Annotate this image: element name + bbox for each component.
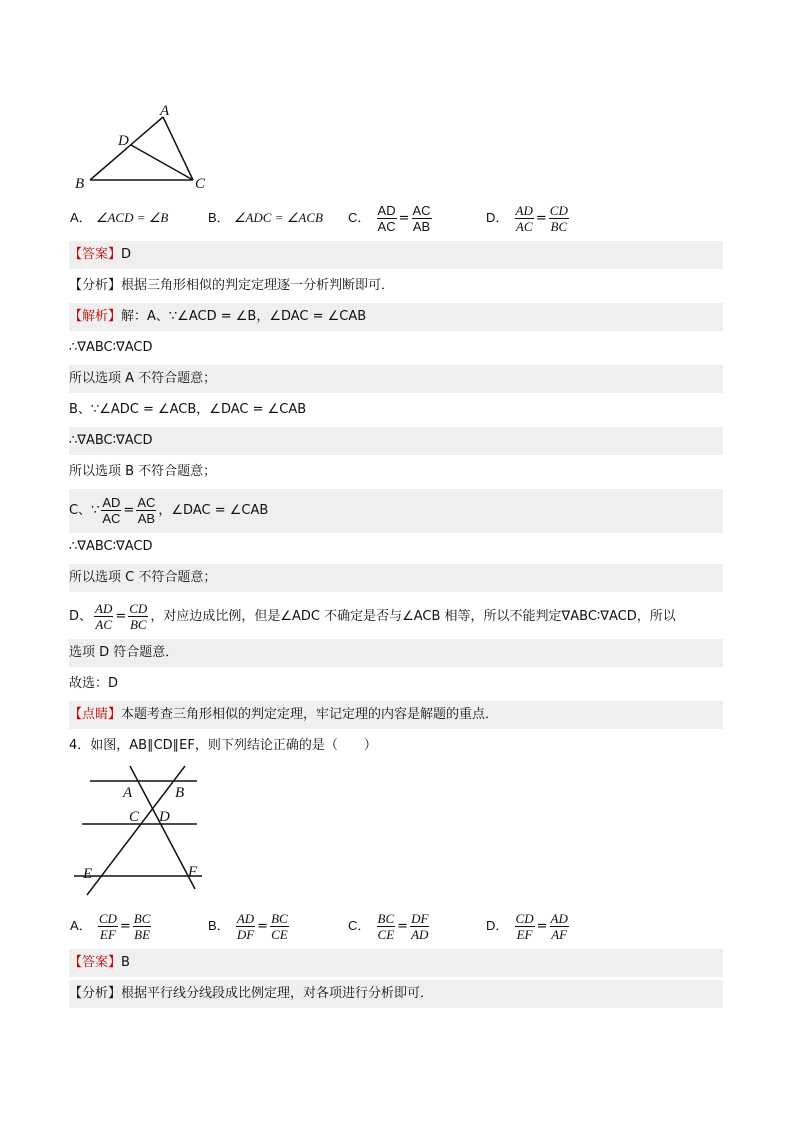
solution-text: 选项 D 符合题意． [69,645,179,660]
numerator: CD [515,911,534,926]
numerator: DF [411,911,429,926]
answer-tag: 【答案】 [69,247,122,262]
option-key: B． [208,918,230,933]
solution-text: C、∵ [69,503,100,518]
solution-text: B、∵∠ADC = ∠ACB，∠DAC = ∠CAB [69,402,307,417]
option-key: A． [70,918,92,933]
q3-solution-line-5 [69,427,723,455]
q3-analysis [69,272,723,300]
denominator: AC [377,219,396,234]
q4-analysis [69,980,723,1008]
numerator: BC [377,911,395,926]
q3-solution-line-3 [69,365,723,393]
numerator: AC [137,495,156,510]
fraction [98,911,118,942]
q4-answer [69,949,723,977]
fraction [549,203,569,234]
analysis-text: 根据三角形相似的判定定理逐一分析判断即可． [121,278,395,293]
analysis-text: 根据平行线分线段成比例定理，对各项进行分析即可． [121,986,434,1001]
fraction [270,911,289,942]
label-f: F [188,864,198,880]
numerator: AD [550,911,568,926]
label-b: B [175,785,185,801]
q3-solution-line-6 [69,458,723,486]
denominator: EF [516,927,533,942]
option-key: D． [486,918,509,933]
label-a: A [160,103,170,119]
solution-text: 解：A、∵∠ACD = ∠B，∠DAC = ∠CAB [121,309,367,324]
fraction [515,203,534,234]
q4-option-d [486,906,571,946]
fraction [377,911,396,942]
fraction [128,601,148,632]
review-tag: 【点睛】 [69,707,122,722]
equals: = [123,503,135,518]
equals: = [397,919,409,934]
numerator: AD [95,601,113,616]
solution-text: ∴∇ABC∶∇ACD [69,539,153,554]
q3-solution-line-4 [69,396,723,424]
q3-option-c [348,198,434,238]
solution-text: D、 [69,609,93,624]
numerator: AD [236,911,255,926]
q4-option-a [70,906,153,946]
fraction [136,495,156,526]
denominator: BE [134,927,151,942]
review-text: 本题考查三角形相似的判定定理，牢记定理的内容是解题的重点． [121,707,499,722]
fraction [94,601,113,632]
answer-text: D [121,247,132,262]
numerator: CD [98,911,117,926]
denominator: AB [137,511,156,526]
numerator: AC [412,203,431,218]
q3-answer [69,241,723,269]
label-d: D [118,133,129,149]
fraction [133,911,152,942]
q3-solution-line-9 [69,564,723,592]
equals: = [536,919,548,934]
denominator: AB [412,219,431,234]
q3-solution-line-11 [69,639,723,667]
solution-text: 故选：D [69,676,119,691]
fraction [410,911,429,942]
q3-solution-line-8 [69,533,723,561]
q3-solution-line-2 [69,334,723,362]
fraction [412,203,432,234]
option-key: D． [486,210,509,225]
solution-text: ，∠DAC = ∠CAB [158,503,269,518]
label-a: A [123,785,133,801]
denominator: CE [377,927,395,942]
q3-solution-line-7 [69,489,723,533]
solution-text: ∴∇ABC∶∇ACD [69,340,153,355]
option-key: A． [70,210,92,225]
option-text: ∠ADC = ∠ACB [233,210,323,225]
equals: = [398,211,410,226]
solution-text: ∴∇ABC∶∇ACD [69,433,153,448]
denominator: DF [236,927,255,942]
equals: = [257,919,269,934]
solution-text: ，对应边成比例，但是∠ADC 不确定是否与∠ACB 相等，所以不能判定∇ABC∶∇ACD，所以 [150,609,676,624]
equals: = [115,609,127,624]
segment-dc [131,145,193,180]
triangle-figure [70,95,220,195]
numerator: BC [133,911,151,926]
denominator: AC [95,617,112,632]
q3-solution-line-12 [69,670,723,698]
fraction [236,911,255,942]
q4-stem [69,732,723,760]
solution-text: 所以选项 C 不符合题意； [69,570,217,585]
q4-option-b [208,906,291,946]
label-b: B [75,176,85,192]
solution-text: 所以选项 B 不符合题意； [69,464,217,479]
fraction [377,203,397,234]
parallel-lines-figure [70,762,210,902]
denominator: EF [99,927,116,942]
equals: = [119,919,131,934]
denominator: CE [271,927,288,942]
q3-option-d [486,198,571,238]
solution-text: 所以选项 A 不符合题意； [69,371,217,386]
numerator: AD [377,203,396,218]
option-text: ∠ACD = ∠B [95,210,169,225]
q3-solution-line-10 [69,595,723,639]
denominator: AC [102,511,121,526]
q3-solution-line-1 [69,303,723,331]
denominator: AC [515,219,533,234]
numerator: CD [129,601,148,616]
q4-option-c [348,906,431,946]
fraction [515,911,535,942]
denominator: AF [551,927,568,942]
option-key: C． [348,210,371,225]
answer-text: B [121,955,130,970]
numerator: CD [549,203,568,218]
label-c: C [195,176,206,192]
denominator: AD [411,927,429,942]
q3-option-b [208,198,323,238]
analysis-tag: 【分析】 [69,986,122,1001]
option-key: B． [208,210,230,225]
equals: = [535,211,547,226]
label-e: E [83,866,93,882]
fraction [550,911,569,942]
option-key: C． [348,918,371,933]
numerator: BC [271,911,288,926]
numerator: AD [102,495,121,510]
q3-option-a [70,198,168,238]
question-stem: 4．如图，AB∥CD∥EF，则下列结论正确的是（ ） [69,738,377,753]
denominator: BC [129,617,147,632]
segment-ac [163,117,193,180]
q3-review [69,701,723,729]
solution-tag: 【解析】 [69,309,122,324]
label-c: C [129,809,140,825]
analysis-tag: 【分析】 [69,278,122,293]
fraction [101,495,121,526]
answer-tag: 【答案】 [69,955,122,970]
denominator: BC [550,219,568,234]
numerator: AD [515,203,533,218]
transversal-af [130,766,195,889]
label-d: D [159,809,170,825]
